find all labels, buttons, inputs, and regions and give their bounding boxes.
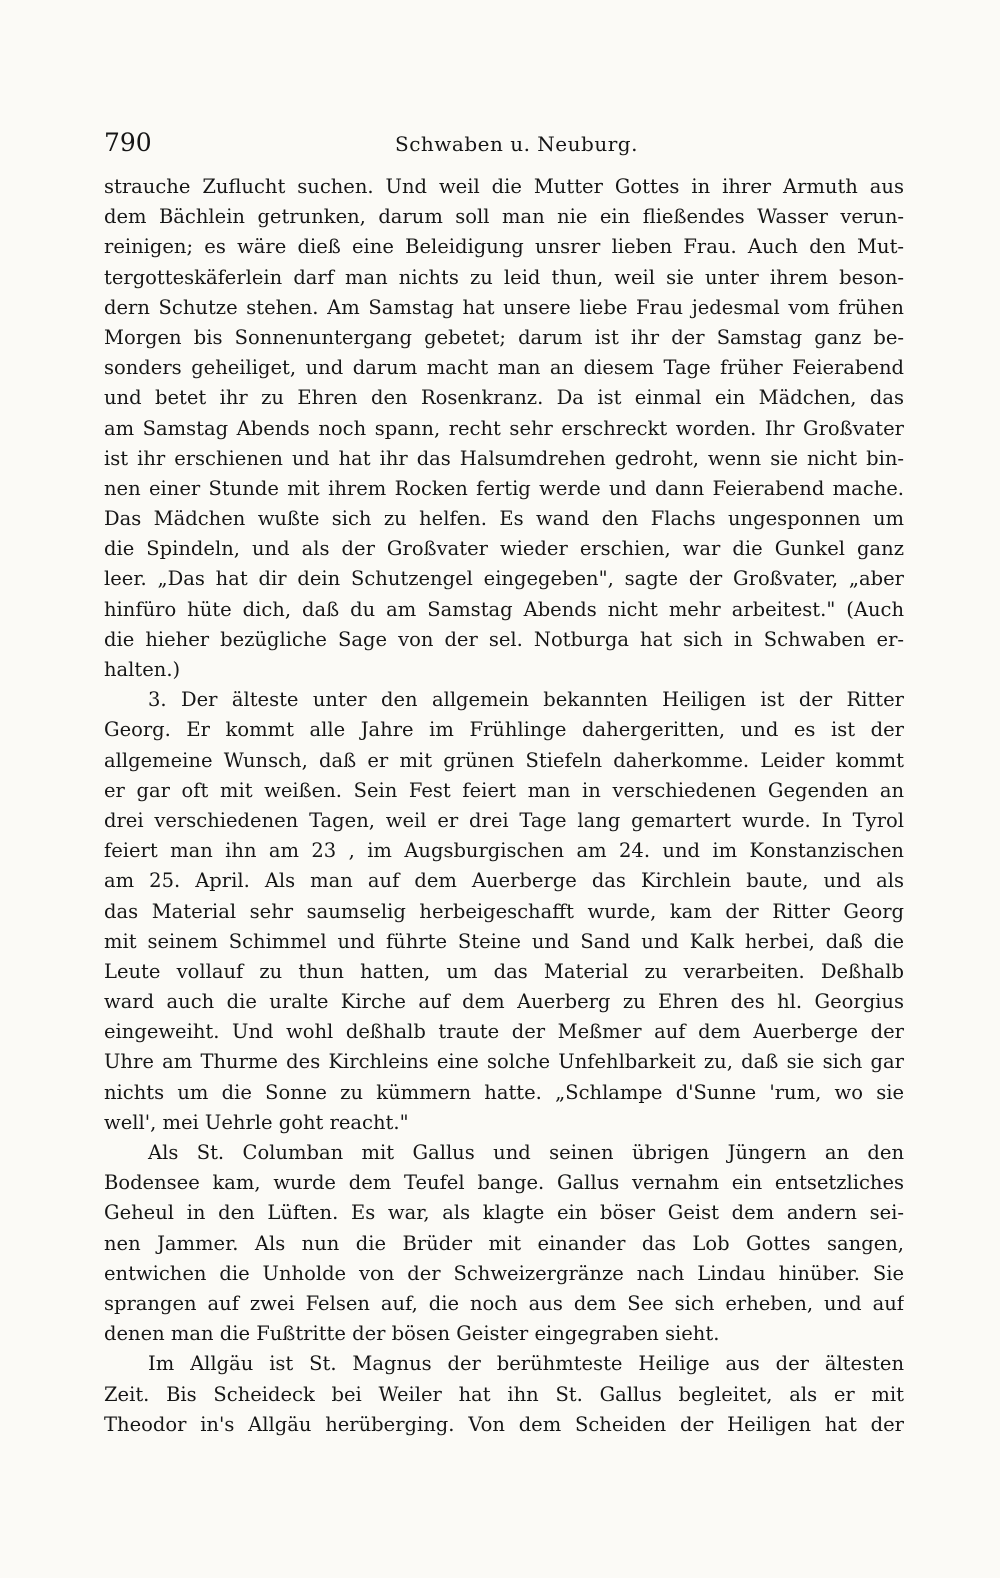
text-line: sonders geheiliget, und darum macht man an diesem Tage früher Feierabend bbox=[104, 356, 904, 380]
text-line: Leute vollauf zu thun hatten, um das Material zu verarbeiten. Deßhalb bbox=[104, 959, 904, 983]
text-line: dern Schutze stehen. Am Samstag hat unsere liebe Frau jedesmal vom frühen bbox=[104, 295, 904, 319]
text-line: Morgen bis Sonnenuntergang gebetet; darum ist ihr der Samstag ganz be- bbox=[104, 325, 904, 349]
text-line: am Samstag Abends noch spann, recht sehr erschreckt worden. Ihr Großvater bbox=[104, 416, 904, 440]
text-line: Bodensee kam, wurde dem Teufel bange. Gallus vernahm ein entsetzliches bbox=[104, 1171, 904, 1195]
text-line: die hieher bezügliche Sage von der sel. Notburga hat sich in Schwaben er- bbox=[104, 627, 904, 651]
text-line: die Spindeln, und als der Großvater wieder erschien, war die Gunkel ganz bbox=[104, 537, 904, 561]
text-line: das Material sehr saumselig herbeigeschafft wurde, kam der Ritter Georg bbox=[104, 899, 904, 923]
text-line: reinigen; es wäre dieß eine Beleidigung unsrer lieben Frau. Auch den Mut- bbox=[104, 235, 904, 259]
text-line: nichts um die Sonne zu kümmern hatte. „Schlampe d'Sunne 'rum, wo sie bbox=[104, 1080, 904, 1104]
text-line: tergotteskäferlein darf man nichts zu leid thun, weil sie unter ihrem beson- bbox=[104, 265, 904, 289]
text-line: Georg. Er kommt alle Jahre im Frühlinge dahergeritten, und es ist der bbox=[104, 718, 904, 742]
text-line: feiert man ihn am 23 , im Augsburgischen am 24. und im Konstanzischen bbox=[104, 839, 904, 863]
text-line: eingeweiht. Und wohl deßhalb traute der Meßmer auf dem Auerberge der bbox=[104, 1020, 904, 1044]
text-line: halten.) bbox=[104, 658, 181, 681]
text-line: ward auch die uralte Kirche auf dem Auerberg zu Ehren des hl. Georgius bbox=[104, 990, 904, 1014]
text-line: Als St. Columban mit Gallus und seinen übrigen Jüngern an den bbox=[148, 1141, 904, 1164]
body-text bbox=[104, 172, 904, 1440]
text-line: entwichen die Unholde von der Schweizergränze nach Lindau hinüber. Sie bbox=[104, 1261, 904, 1285]
running-head: Schwaben u. Neuburg. bbox=[395, 132, 638, 156]
text-line: Zeit. Bis Scheideck bei Weiler hat ihn St. Gallus begleitet, als er mit bbox=[104, 1382, 904, 1406]
text-line: und betet ihr zu Ehren den Rosenkranz. Da ist einmal ein Mädchen, das bbox=[104, 386, 904, 410]
text-line: allgemeine Wunsch, daß er mit grünen Stiefeln daherkomme. Leider kommt bbox=[104, 748, 904, 772]
text-line: am 25. April. Als man auf dem Auerberge das Kirchlein baute, und als bbox=[104, 869, 904, 893]
text-line: mit seinem Schimmel und führte Steine und Sand und Kalk herbei, daß die bbox=[104, 929, 904, 953]
text-line: dem Bächlein getrunken, darum soll man nie ein fließendes Wasser verun- bbox=[104, 205, 904, 229]
text-line: Theodor in's Allgäu herüberging. Von dem Scheiden der Heiligen hat der bbox=[104, 1412, 904, 1436]
text-line: denen man die Fußtritte der bösen Geister eingegraben sieht. bbox=[104, 1322, 720, 1346]
text-line: well', mei Uehrle goht reacht." bbox=[104, 1110, 409, 1134]
page-number: 790 bbox=[104, 128, 152, 157]
text-line: 3. Der älteste unter den allgemein bekannten Heiligen ist der Ritter bbox=[148, 688, 904, 712]
text-line: Im Allgäu ist St. Magnus der berühmteste Heilige aus der ältesten bbox=[148, 1352, 904, 1376]
text-line: Geheul in den Lüften. Es war, als klagte ein böser Geist dem andern sei- bbox=[104, 1201, 904, 1225]
text-line: sprangen auf zwei Felsen auf, die noch aus dem See sich erheben, und auf bbox=[104, 1291, 904, 1315]
text-line: leer. „Das hat dir dein Schutzengel eingegeben", sagte der Großvater, „aber bbox=[104, 567, 904, 591]
text-line: Das Mädchen wußte sich zu helfen. Es wand den Flachs ungesponnen um bbox=[104, 507, 904, 531]
text-line: nen einer Stunde mit ihrem Rocken fertig werde und dann Feierabend mache. bbox=[104, 476, 904, 500]
text-line: Uhre am Thurme des Kirchleins eine solche Unfehlbarkeit zu, daß sie sich gar bbox=[104, 1050, 904, 1074]
text-line: hinfüro hüte dich, daß du am Samstag Abends nicht mehr arbeitest." (Auch bbox=[104, 597, 904, 621]
text-line: er gar oft mit weißen. Sein Fest feiert man in verschiedenen Gegenden an bbox=[104, 778, 904, 802]
text-line: ist ihr erschienen und hat ihr das Halsumdrehen gedroht, wenn sie nicht bin- bbox=[104, 446, 904, 470]
text-line: strauche Zuflucht suchen. Und weil die Mutter Gottes in ihrer Armuth aus bbox=[104, 175, 904, 198]
text-line: drei verschiedenen Tagen, weil er drei Tage lang gemartert wurde. In Tyrol bbox=[104, 808, 904, 832]
text-line: nen Jammer. Als nun die Brüder mit einander das Lob Gottes sangen, bbox=[104, 1231, 904, 1255]
